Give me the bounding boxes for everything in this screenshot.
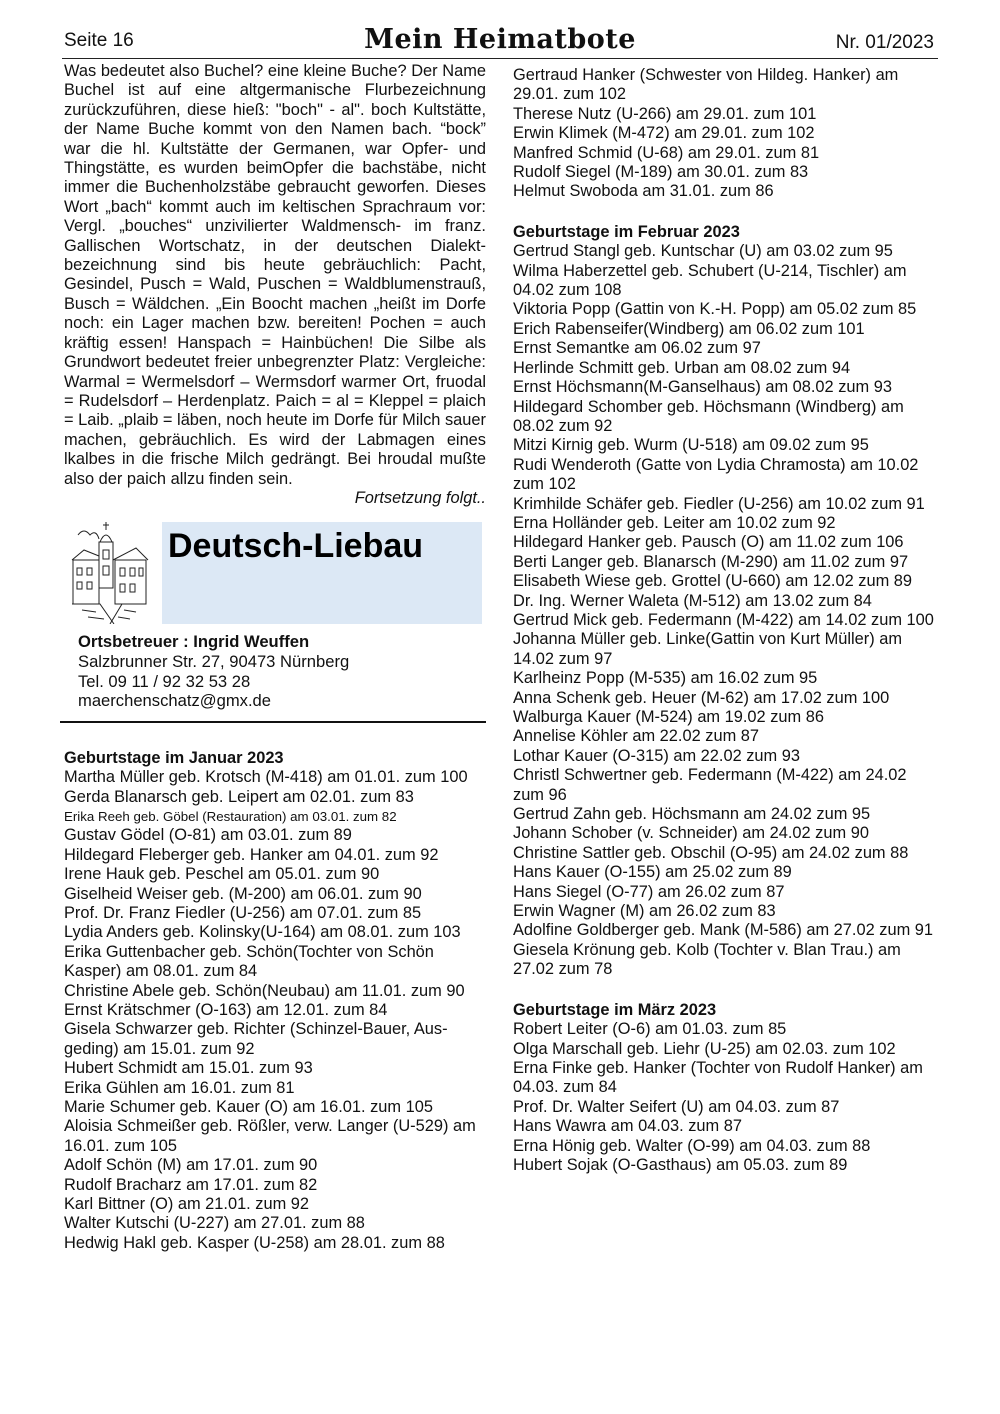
contact-phone: Tel. 09 11 / 92 32 53 28 <box>78 671 251 691</box>
list-item: Marie Schumer geb. Kauer (O) am 16.01. zum 105 <box>64 1098 433 1117</box>
list-item: Erika Reeh geb. Göbel (Restauration) am 03.01. zum 82 <box>64 808 397 824</box>
list-item: Rudolf Siegel (M-189) am 30.01. zum 83 <box>513 163 809 182</box>
list-item: Walburga Kauer (M-524) am 19.02 zum 86 <box>513 708 824 726</box>
continued-note: Fortsetzung folgt.. <box>354 488 486 507</box>
list-item: Johann Schober (v. Schneider) am 24.02 zum 90 <box>513 824 869 843</box>
page-number: Seite 16 <box>64 30 134 51</box>
place-title-box <box>162 522 482 624</box>
list-item: Viktoria Popp (Gattin von K.-H. Popp) am 05.02 zum 85 <box>513 300 917 319</box>
february-heading: Geburtstage im Februar 2023 <box>513 222 740 241</box>
list-item: Lydia Anders geb. Kolinsky(U-164) am 08.01. zum 103 <box>64 923 461 942</box>
list-item: Hans Kauer (O-155) am 25.02 zum 89 <box>513 863 792 882</box>
list-item: Rudi Wenderoth (Gatte von Lydia Chramosta) am 10.02 zum 102 <box>513 455 919 494</box>
list-item: Christl Schwertner geb. Federmann (M-422) am 24.02 zum 96 <box>513 766 907 804</box>
left-column <box>64 62 486 1253</box>
publication-title: Mein Heimatbote <box>364 24 636 55</box>
list-item: Karl Bittner (O) am 21.01. zum 92 <box>64 1195 310 1214</box>
list-item: Rudolf Bracharz am 17.01. zum 82 <box>64 1175 318 1194</box>
list-item: Christine Sattler geb. Obschil (O-95) am 24.02 zum 88 <box>513 843 909 862</box>
list-item: Erika Gühlen am 16.01. zum 81 <box>64 1078 295 1097</box>
list-item: Erna Finke geb. Hanker (Tochter von Rudolf Hanker) am 04.03. zum 84 <box>513 1058 923 1097</box>
list-item: Herlinde Schmitt geb. Urban am 08.02 zum 94 <box>513 358 851 377</box>
march-heading: Geburtstage im März 2023 <box>513 1000 717 1019</box>
list-item: Martha Müller geb. Krotsch (M-418) am 01.01. zum 100 <box>64 768 468 787</box>
contact-email: maerchenschatz@gmx.de <box>78 691 272 711</box>
list-item: Elisabeth Wiese geb. Grottel (U-660) am 12.02 zum 89 <box>513 572 913 591</box>
list-item: Walter Kutschi (U-227) am 27.01. zum 88 <box>64 1214 365 1233</box>
list-item: Krimhilde Schäfer geb. Fiedler (U-256) am 10.02 zum 91 <box>513 494 925 513</box>
list-item: Gertrud Mick geb. Federmann (M-422) am 14.02 zum 100 <box>513 610 934 629</box>
list-item: Hildegard Hanker geb. Pausch (O) am 11.02 zum 106 <box>513 533 904 552</box>
list-item: Erwin Wagner (M) am 26.02 zum 83 <box>513 902 776 921</box>
list-item: Erna Holländer geb. Leiter am 10.02 zum 92 <box>513 513 836 532</box>
list-item: Lothar Kauer (O-315) am 22.02 zum 93 <box>513 746 800 765</box>
list-item: Manfred Schmid (U-68) am 29.01. zum 81 <box>513 143 820 162</box>
article-text: Was bedeutet also Buchel? eine kleine Buche? Der Name Buchel ist auf eine altgermanische Flurbezeichnung zurückzuführen, diese hieß: "boch" - al". boch Kultstätte, der Name Buche kommt von den Namen bach. “bock” war die hl. Kultstätte der Germanen, war Opfer- und Thingstätte, es wurden beimOpfer die bachstäbe, nicht immer die Buchenholzstäbe gebraucht geworfen. Dieses Wort „bach“ kommt auch im keltischen Sprachraum vor: Vergl. „bouches“ unzivilierter Waldmensch- im franz. Gallischen Wortschatz, in der deutschen Dialekt-bezeichnung sind bis heute gebräuchlich: Pacht, Gesindel, Pusch = Wald, Puschen = Waldblumenstrauß, Busch = Wäldchen. „Ein Boocht machen „heißt im Dorfe noch: ein Lager machen bzw. bereiten! Pochen = auch kräftig essen! Hanspach = Hainbüchen! Die Silbe als Grundwort bedeutet freier unbegrenzter Platz: Vergleiche: Warmal = Wermelsdorf – Wermsdorf warmer Ort, fruodal = Rudelsdorf – Herdenplatz. Paich = al = Kleppel = plaich = Laib. „plaib = läben, noch heute im Dorfe für Milch sauer machen, gebräuchlich. Es wird der Labmagen eines lkalbes in die frische Milch gedrängt. Bei hroudal mußte also der paich allzu finden sein. <box>64 62 486 488</box>
march-list <box>513 1020 938 1175</box>
list-item: Hedwig Hakl geb. Kasper (U-258) am 28.01. zum 88 <box>64 1233 445 1252</box>
page-header <box>62 24 938 58</box>
list-item: Gisela Schwarzer geb. Richter (Schinzel-Bauer, Aus-geding) am 15.01. zum 92 <box>64 1020 448 1058</box>
january-heading: Geburtstage im Januar 2023 <box>64 748 284 767</box>
list-item: Ernst Höchsmann(M-Ganselhaus) am 08.02 zum 93 <box>513 378 892 397</box>
list-item: Gerda Blanarsch geb. Leipert am 02.01. zum 83 <box>64 787 414 806</box>
list-item: Helmut Swoboda am 31.01. zum 86 <box>513 182 774 201</box>
list-item: Hans Siegel (O-77) am 26.02 zum 87 <box>513 882 785 901</box>
list-item: Ernst Semantke am 06.02 zum 97 <box>513 339 761 358</box>
header-divider <box>62 58 938 59</box>
list-item: Mitzi Kirnig geb. Wurm (U-518) am 09.02 zum 95 <box>513 436 869 455</box>
february-list <box>513 242 938 979</box>
list-item: Irene Hauk geb. Peschel am 05.01. zum 90 <box>64 865 380 884</box>
list-item: Olga Marschall geb. Liehr (U-25) am 02.03. zum 102 <box>513 1039 896 1058</box>
list-item: Aloisia Schmeißer geb. Rößler, verw. Langer (U-529) am 16.01. zum 105 <box>64 1117 476 1155</box>
list-item: Hans Wawra am 04.03. zum 87 <box>513 1117 742 1136</box>
list-item: Hildegard Schomber geb. Höchsmann (Windberg) am 08.02 zum 92 <box>513 397 904 435</box>
list-item: Prof. Dr. Franz Fiedler (U-256) am 07.01. zum 85 <box>64 903 422 922</box>
contact-title: Ortsbetreuer : Ingrid Weuffen <box>78 632 310 652</box>
list-item: Hubert Schmidt am 15.01. zum 93 <box>64 1059 313 1078</box>
list-item: Erika Guttenbacher geb. Schön(Tochter von Schön Kasper) am 08.01. zum 84 <box>64 942 434 981</box>
contact-block <box>78 632 486 710</box>
list-item: Therese Nutz (U-266) am 29.01. zum 101 <box>513 104 817 123</box>
place-title: Deutsch-Liebau <box>168 527 424 566</box>
list-item: Gertrud Zahn geb. Höchsmann am 24.02 zum 95 <box>513 805 871 824</box>
list-item: Dr. Ing. Werner Waleta (M-512) am 13.02 zum 84 <box>513 591 872 610</box>
list-item: Robert Leiter (O-6) am 01.03. zum 85 <box>513 1020 787 1039</box>
list-item: Giselheid Weiser geb. (M-200) am 06.01. zum 90 <box>64 884 422 903</box>
list-item: Adolf Schön (M) am 17.01. zum 90 <box>64 1156 318 1175</box>
contact-address: Salzbrunner Str. 27, 90473 Nürnberg <box>78 651 350 671</box>
list-item: Erich Rabenseifer(Windberg) am 06.02 zum 101 <box>513 319 865 338</box>
list-item: Giesela Krönung geb. Kolb (Tochter v. Blan Trau.) am 27.02 zum 78 <box>513 940 901 979</box>
list-item: Christine Abele geb. Schön(Neubau) am 11.01. zum 90 <box>64 981 465 1000</box>
list-item: Prof. Dr. Walter Seifert (U) am 04.03. zum 87 <box>513 1097 840 1116</box>
list-item: Karlheinz Popp (M-535) am 16.02 zum 95 <box>513 669 818 688</box>
list-item: Hubert Sojak (O-Gasthaus) am 05.03. zum 89 <box>513 1155 848 1174</box>
issue-number: Nr. 01/2023 <box>835 32 934 53</box>
list-item: Anna Schenk geb. Heuer (M-62) am 17.02 zum 100 <box>513 688 890 707</box>
list-item: Gertraud Hanker (Schwester von Hildeg. Hanker) am 29.01. zum 102 <box>513 66 899 104</box>
list-item: Annelise Köhler am 22.02 zum 87 <box>513 727 760 746</box>
list-item: Hildegard Fleberger geb. Hanker am 04.01. zum 92 <box>64 845 439 864</box>
church-sketch-icon <box>70 520 150 624</box>
right-column <box>513 66 938 1175</box>
list-item: Berti Langer geb. Blanarsch (M-290) am 11.02 zum 97 <box>513 552 909 571</box>
list-item: Gustav Gödel (O-81) am 03.01. zum 89 <box>64 826 352 845</box>
list-item: Ernst Krätschmer (O-163) am 12.01. zum 84 <box>64 1001 388 1019</box>
list-item: Erwin Klimek (M-472) am 29.01. zum 102 <box>513 124 815 143</box>
list-item: Adolfine Goldberger geb. Mank (M-586) am 27.02 zum 91 <box>513 921 934 940</box>
place-banner <box>64 520 486 624</box>
list-item: Wilma Haberzettel geb. Schubert (U-214, Tischler) am 04.02 zum 108 <box>513 261 907 300</box>
list-item: Johanna Müller geb. Linke(Gattin von Kurt Müller) am 14.02 zum 97 <box>513 630 903 668</box>
list-item: Gertrud Stangl geb. Kuntschar (U) am 03.02 zum 95 <box>513 242 893 261</box>
january-list-continued <box>513 66 938 202</box>
january-list <box>64 768 486 1253</box>
list-item: Erna Hönig geb. Walter (O-99) am 04.03. zum 88 <box>513 1136 871 1155</box>
